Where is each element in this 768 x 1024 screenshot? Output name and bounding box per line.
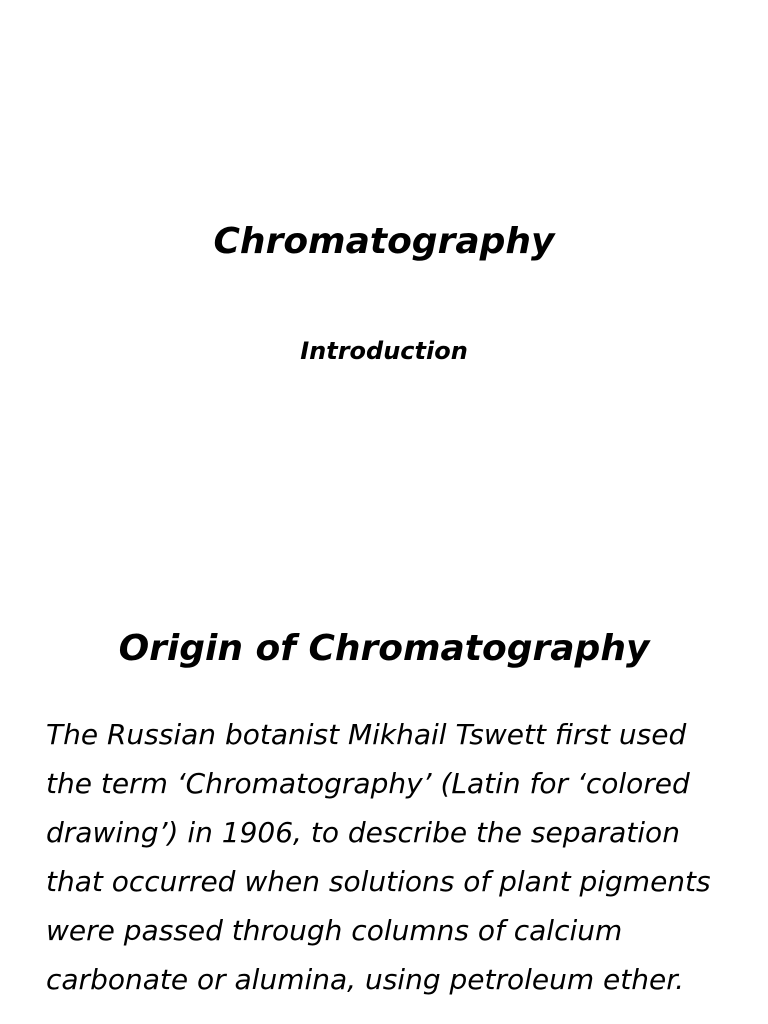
body-line: The Russian botanist Mikhail Tswett first used (46, 718, 687, 751)
body-line: drawing’) in 1906, to describe the separation (46, 816, 680, 849)
slide-title-heading: Chromatography (213, 221, 555, 262)
slide-subtitle: Introduction (300, 337, 468, 365)
body-line: were passed through columns of calcium (46, 914, 623, 947)
slide-origin-heading: Origin of Chromatography (118, 628, 650, 669)
body-line: the term ‘Chromatography’ (Latin for ‘colored (46, 767, 690, 800)
slide-origin-body (46, 710, 722, 1004)
slide-origin (0, 576, 768, 1024)
body-line: that occurred when solutions of plant pigments (46, 865, 711, 898)
body-line: carbonate or alumina, using petroleum ether. (46, 963, 685, 996)
